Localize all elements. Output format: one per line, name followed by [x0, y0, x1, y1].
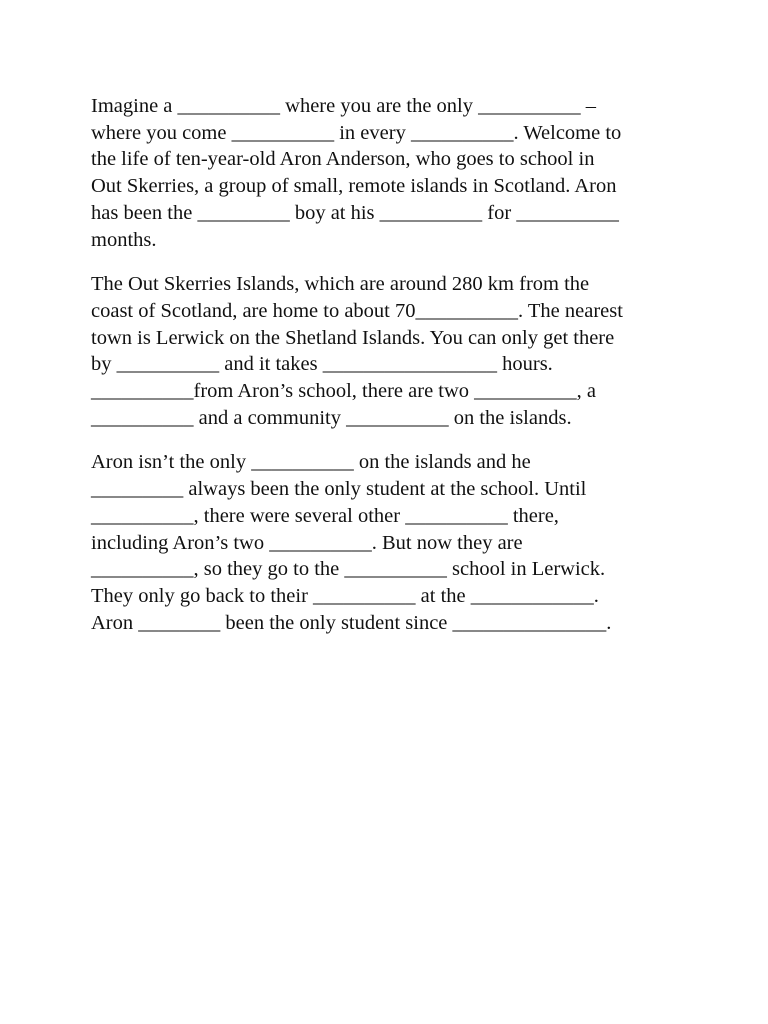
text-line: The Out Skerries Islands, which are around 280 km from the	[91, 273, 590, 296]
paragraph-2	[91, 271, 691, 431]
paragraph-1	[91, 93, 691, 253]
text-line: months.	[91, 228, 157, 251]
text-line: has been the _________ boy at his __________ for __________	[91, 201, 619, 224]
text-line: by __________ and it takes _________________ hours.	[91, 353, 553, 376]
text-line: coast of Scotland, are home to about 70__________. The nearest	[91, 299, 623, 322]
text-line: Aron isn’t the only __________ on the islands and he	[91, 451, 531, 474]
text-line: Imagine a __________ where you are the only __________ –	[91, 95, 596, 117]
text-line: Aron ________ been the only student since _______________.	[91, 611, 612, 634]
text-line: Out Skerries, a group of small, remote islands in Scotland. Aron	[91, 175, 617, 198]
text-line: _________ always been the only student at the school. Until	[91, 478, 587, 501]
text-line: They only go back to their __________ at the ____________.	[91, 584, 599, 607]
text-line: including Aron’s two __________. But now they are	[91, 531, 523, 554]
text-line: town is Lerwick on the Shetland Islands. You can only get there	[91, 326, 615, 349]
text-line: __________ and a community __________ on the islands.	[91, 406, 572, 429]
text-line: the life of ten-year-old Aron Anderson, who goes to school in	[91, 148, 595, 171]
text-line: __________, there were several other __________ there,	[91, 504, 559, 527]
text-line: where you come __________ in every __________. Welcome to	[91, 121, 622, 144]
text-line: __________from Aron’s school, there are two __________, a	[91, 380, 597, 403]
worksheet-page	[91, 93, 691, 654]
paragraph-3	[91, 449, 691, 636]
text-line: __________, so they go to the __________ school in Lerwick.	[91, 558, 606, 581]
